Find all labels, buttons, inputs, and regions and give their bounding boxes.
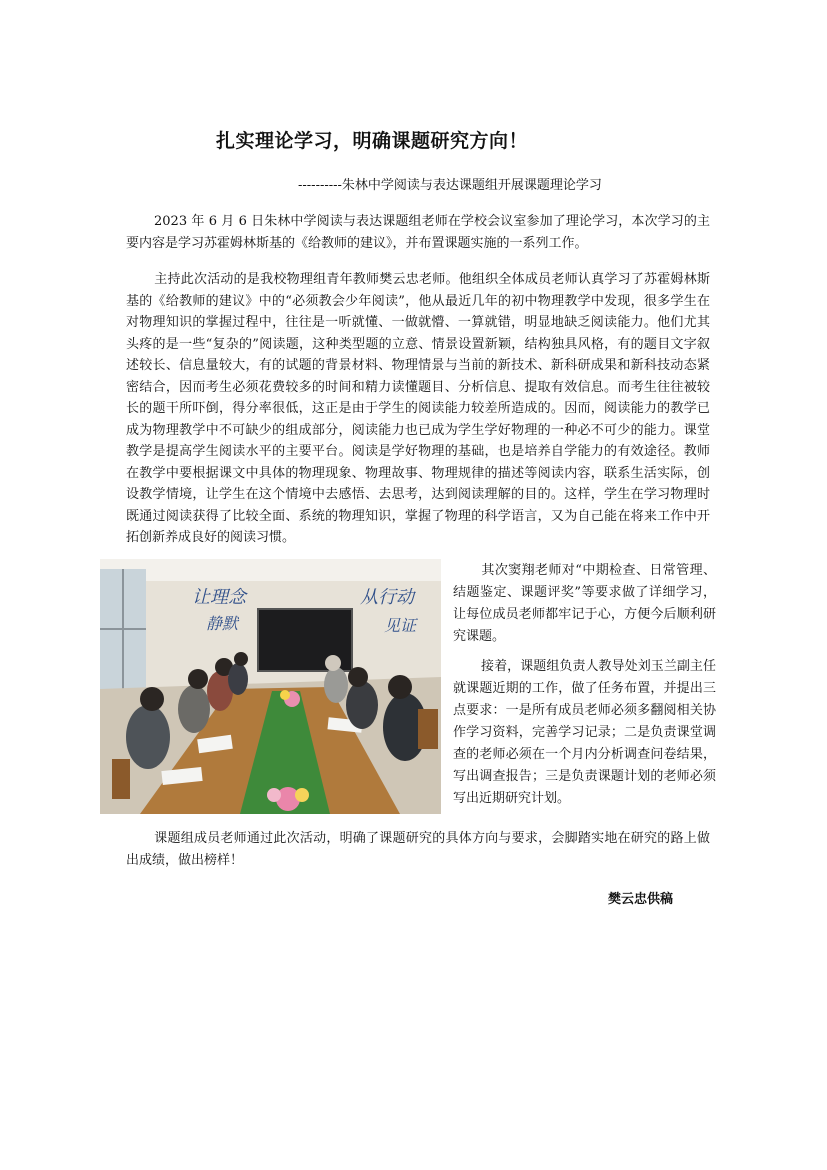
paragraph-host-text: 主持此次活动的是我校物理组青年教师樊云忠老师。他组织全体成员老师认真学习了苏霍姆林斯基的《给教师的建议》中的“必须教会少年阅读”，他从最近几年的初中物理教学中发现，很多学生在对物理知识的掌握过程中，往往是一听就懂、一做就懵、一算就错，明显地缺乏阅读能力。他们尤其头疼的是一些“复杂的”阅读题，这种类型题的立意、情景设置新颖，结构独具风格，有的题目文字叙述较长、信息量较大，有的试题的背景材料、物理情景与当前的新技术、新科研成果和新科技动态紧密结合，因而考生必须花费较多的时间和精力读懂题目、分析信息、提取有效信息。而考生往往被较长的题干所吓倒，得分率很低，这正是由于学生的阅读能力较差所造成的。因而，阅读能力的教学已成为物理教学中不可缺少的组成部分，阅读能力也已成为学生学好物理的一种必不可少的能力。课堂教学是提高学生阅读水平的主要平台。阅读是学好物理的基础，也是培养自学能力的有效途径。教师在教学中要根据课文中具体的物理现象、物理故事、物理规律的描述等阅读内容，联系生活实际，创设教学情境，让学生在这个情境中去感悟、去思考，达到阅读理解的目的。这样，学生在学习物理时既通过阅读获得了比较全面、系统的物理知识，掌握了物理的科学语言，又为自己能在将来工作中开拓创新养成良好的阅读习惯。 (126, 272, 710, 545)
paragraph-conclusion (126, 828, 710, 871)
paragraph-task-assignment-text: 接着，课题组负责人教导处刘玉兰副主任就课题近期的工作，做了任务布置，并提出三点要求：一是所有成员老师必须多翻阅相关协作学习资料，完善学习记录；二是负责课堂调查的老师必须在一个月内分析调查问卷结果，写出调查报告；三是负责课题计划的老师必须写出近期研究计划。 (453, 659, 716, 806)
meeting-photo (100, 559, 441, 814)
paragraph-requirements-study (453, 560, 716, 648)
wall-text-left-1: 让理念 (192, 587, 246, 608)
author-signoff: 樊云忠供稿 (608, 892, 674, 907)
paragraph-requirements-study-text: 其次窦翔老师对“中期检查、日常管理、结题鉴定、课题评奖”等要求做了详细学习，让每位成员老师都牢记于心，方便今后顺利研究课题。 (453, 563, 716, 644)
article-subtitle: ----------朱林中学阅读与表达课题组开展课题理论学习 (298, 178, 602, 193)
paragraph-intro-text: 2023 年 6 月 6 日朱林中学阅读与表达课题组老师在学校会议室参加了理论学习，本次学习的主要内容是学习苏霍姆林斯基的《给教师的建议》，并布置课题实施的一系列工作。 (126, 214, 710, 251)
wall-text-left-2: 静默 (206, 614, 239, 633)
paragraph-host (126, 269, 710, 549)
paragraph-intro (126, 211, 710, 254)
wall-text-right-1: 从行动 (360, 587, 414, 608)
meeting-photo-illustration (100, 559, 441, 814)
paragraph-task-assignment (453, 656, 716, 810)
wall-text-right-2: 见证 (384, 616, 417, 635)
paragraph-conclusion-text: 课题组成员老师通过此次活动，明确了课题研究的具体方向与要求，会脚踏实地在研究的路上做出成绩，做出榜样！ (126, 831, 710, 868)
article-title: 扎实理论学习，明确课题研究方向！ (216, 130, 529, 152)
